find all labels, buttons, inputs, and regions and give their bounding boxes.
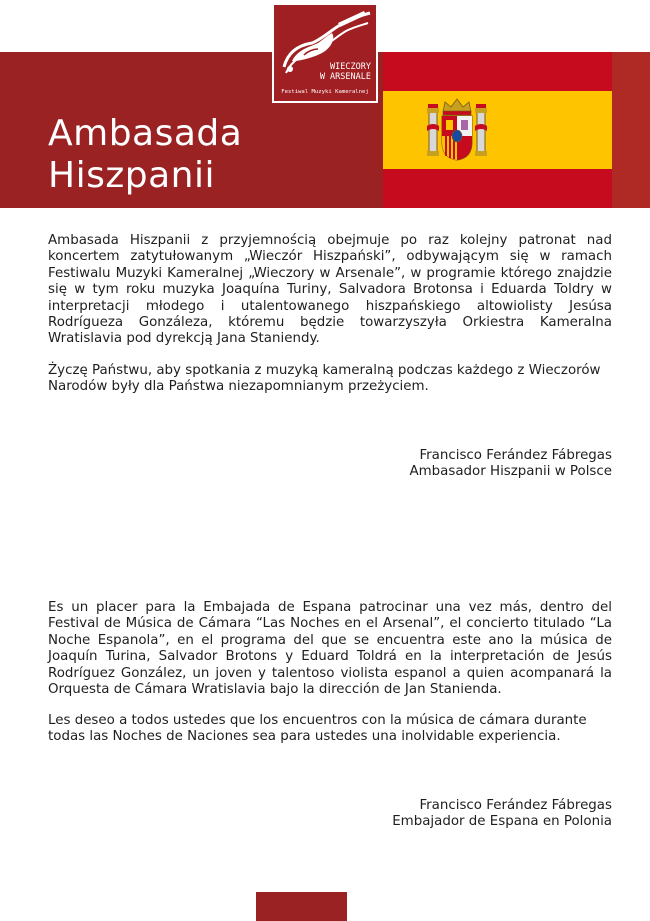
spanish-signature-name: Francisco Ferández Fábregas <box>419 798 612 813</box>
polish-signature-title: Ambasador Hiszpanii w Polsce <box>409 464 612 480</box>
footer-bar <box>256 892 347 921</box>
polish-signature-name: Francisco Ferández Fábregas <box>419 448 612 463</box>
spanish-signature-title: Embajador de Espana en Polonia <box>392 814 612 830</box>
banner-edge <box>612 52 650 208</box>
flag-stripe-middle <box>383 91 612 169</box>
spain-flag-icon <box>383 52 612 208</box>
festival-logo <box>272 3 378 103</box>
title-line-1: Ambasada <box>48 113 243 154</box>
flag-stripe-bottom <box>383 169 612 208</box>
polish-paragraph-1: Ambasada Hiszpanii z przyjemnością obejmuje po raz kolejny patronat nad koncertem zatytułowanym „Wieczór Hiszpański”, odbywającym się w ramach Festiwalu Muzyki Kameralnej „Wieczory w Arsenale”, w programie którego znajdzie się w tym roku muzyka Joaquína Turiny, Salvadora Brotonsa i Eduarda Toldry w interpretacji młodego i utalentowanego hiszpańskiego altowiolisty Jesúsa Rodrígueza Gonzáleza, któremu będzie towarzyszyła Orkiestra Kameralna Wratislavia pod dyrekcją Jana Staniendy. <box>48 233 612 347</box>
logo-line-1: WIECZORY <box>330 62 371 72</box>
title-line-2: Hiszpanii <box>48 155 215 196</box>
page-title <box>48 113 242 197</box>
logo-subtitle: Festiwal Muzyki Kameralnej <box>281 89 369 95</box>
flag-stripe-top <box>383 52 612 91</box>
spanish-paragraph-2: Les deseo a todos ustedes que los encuentros con la música de cámara durante todas las Noches de Naciones sea para ustedes una inolvidable experiencia. <box>48 713 587 745</box>
coat-of-arms-icon <box>427 98 487 164</box>
logo-line-2: W ARSENALE <box>319 72 371 82</box>
polish-signature <box>312 448 612 481</box>
spanish-paragraph-1: Es un placer para la Embajada de Espana patrocinar una vez más, dentro del Festival de Música de Cámara “Las Noches en el Arsenal”, el concierto titulado “La Noche Espanola”, en el programa del que se encuentra este ano la música de Joaquín Turina, Salvador Brotons y Eduard Toldrá en la interpretación de Jesús Rodríguez González, un joven y talentoso violista espanol a quien acompanará la Orquesta de Cámara Wratislavia bajo la dirección de Jan Stanienda. <box>48 600 612 698</box>
spanish-signature <box>312 798 612 831</box>
polish-paragraph-2: Życzę Państwu, aby spotkania z muzyką kameralną podczas każdego z Wieczorów Narodów były dla Państwa niezapomnianym przeżyciem. <box>48 363 601 395</box>
